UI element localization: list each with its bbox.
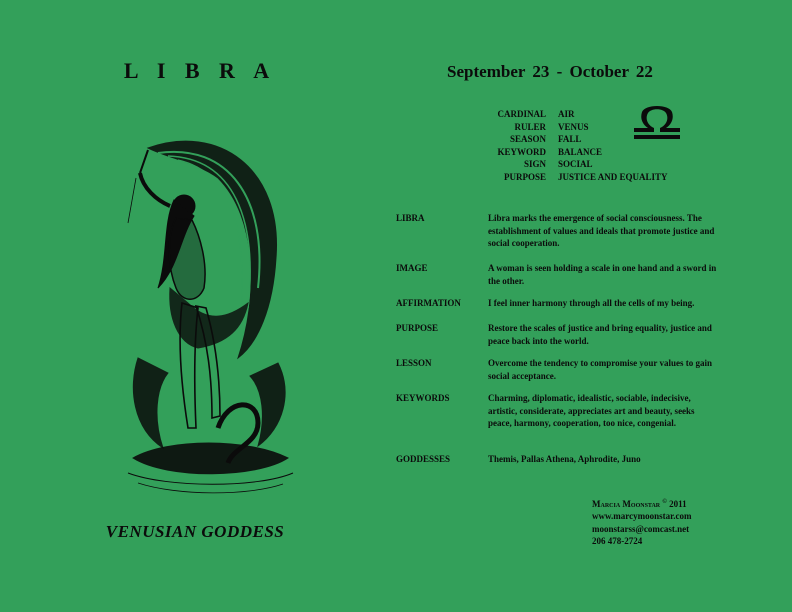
venus-goddess-engraving-icon: [108, 128, 308, 498]
author-name: Marcia Moonstar: [592, 499, 661, 509]
section-key: AFFIRMATION: [396, 298, 461, 308]
attribute-key: RULER: [514, 121, 546, 132]
attribute-value: AIR: [558, 109, 575, 119]
section-goddesses: [396, 453, 756, 466]
date-range: September 23 - October 22: [447, 62, 653, 81]
attribute-value: VENUS: [558, 121, 589, 132]
attribute-key: PURPOSE: [503, 171, 546, 182]
attribute-value: JUSTICE AND EQUALITY: [558, 171, 668, 182]
attribute-row: [448, 158, 668, 171]
attribute-value: BALANCE: [558, 146, 603, 157]
attribute-key: CARDINAL: [497, 109, 546, 119]
email: moonstarss@comcast.net: [592, 523, 690, 534]
section-libra: [396, 212, 756, 250]
section-key: LESSON: [396, 358, 432, 368]
attribute-value: FALL: [558, 134, 582, 145]
section-text: Charming, diplomatic, idealistic, sociable, indecisive, artistic, considerate, appreciates art and beauty, seeks peace, harmony, cooperation, too nice, congenial.: [488, 393, 695, 429]
libra-icon: [632, 100, 682, 140]
section-keywords: [396, 392, 756, 430]
subtitle: VENUSIAN GODDESS: [105, 522, 285, 541]
section-lesson: [396, 357, 756, 382]
section-key: IMAGE: [396, 263, 428, 273]
section-text: Restore the scales of justice and bring equality, justice and peace back into the world.: [488, 323, 712, 346]
section-purpose: [396, 322, 756, 347]
section-image: [396, 262, 756, 287]
attribute-key: KEYWORD: [497, 146, 546, 157]
section-affirmation: [396, 297, 756, 310]
website: www.marcymoonstar.com: [592, 511, 692, 522]
section-key: GODDESSES: [396, 454, 451, 464]
section-text: Overcome the tendency to compromise your values to gain social acceptance.: [488, 358, 712, 381]
attribute-key: SIGN: [523, 159, 546, 170]
section-key: LIBRA: [396, 213, 425, 223]
page-title: L I B R A: [123, 58, 277, 83]
section-text: A woman is seen holding a scale in one hand and a sword in the other.: [488, 263, 717, 286]
section-text: I feel inner harmony through all the cells of my being.: [488, 298, 695, 308]
credit-block: [592, 496, 692, 548]
author-line: [592, 496, 692, 510]
copyright-symbol: ©: [662, 499, 667, 505]
attribute-value: SOCIAL: [558, 159, 593, 170]
attribute-key: SEASON: [509, 134, 546, 145]
section-key: KEYWORDS: [396, 393, 450, 403]
attribute-row: [448, 146, 668, 159]
section-text: Libra marks the emergence of social consciousness. The establishment of values and ideals that promote justice and social cooperation.: [488, 213, 715, 249]
section-key: PURPOSE: [396, 323, 439, 333]
phone: 206 478-2724: [592, 536, 643, 547]
copyright-year: 2011: [669, 499, 687, 509]
attribute-row: [448, 171, 668, 184]
section-text: Themis, Pallas Athena, Aphrodite, Juno: [488, 454, 641, 464]
